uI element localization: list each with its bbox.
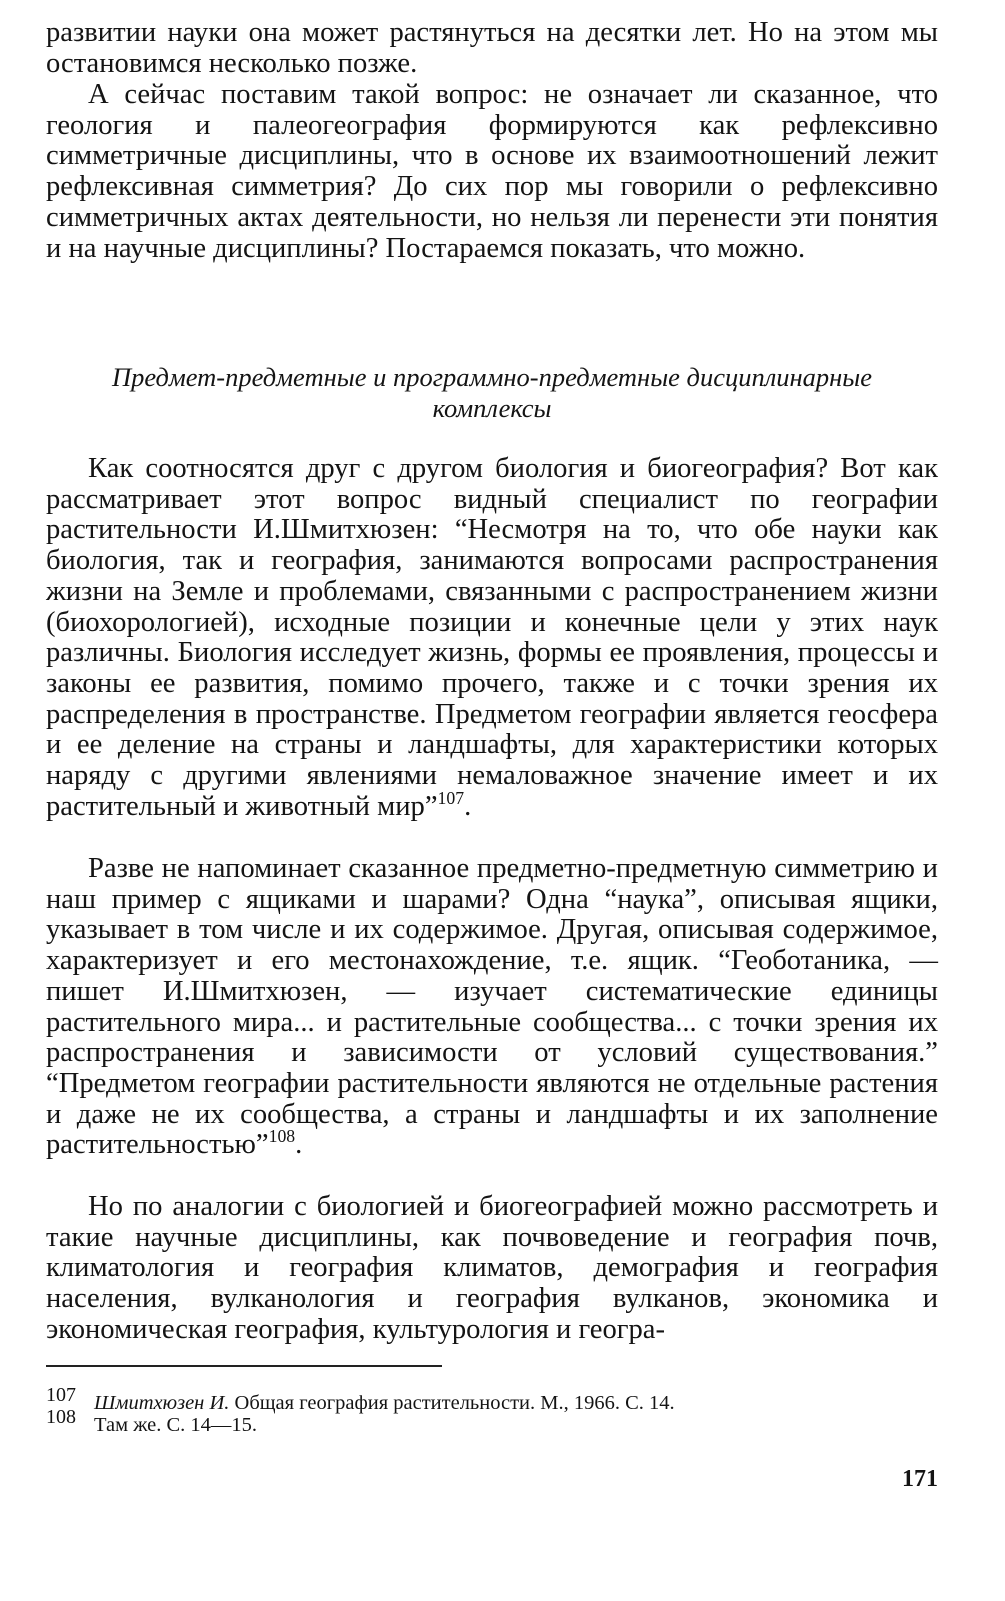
footnote-ref-108: 108 — [268, 1126, 296, 1147]
section-heading-line-1: Предмет-предметные и программно-предметные дисциплинарные — [111, 362, 873, 392]
footnote-107 — [46, 1384, 938, 1414]
footnote-number: 107 — [46, 1384, 76, 1406]
footnote-citation: Общая география растительности. М., 1966. С. 14. — [229, 1392, 675, 1414]
paragraph-biology-biogeography: Как соотносятся друг с другом биология и биогеография? Вот как рассматривает этот вопрос видный специалист по географии растительности И.Шмитхюзен: “Несмотря на то, что обе науки как биология, так и география, занимаются вопросами распространения жизни на Земле и проблемами, связанными с распространением жизни (биохорологией), исходные позиции и конечные цели у этих наук различны. Биология исследует жизнь, формы ее проявления, процессы и законы ее развития, помимо прочего, также и с точки зрения их распределения в пространстве. Предметом географии является геосфера и ее деление на страны и ландшафты, для характеристики которых наряду с другими явлениями немаловажное значение имеет и их растительный и животный мир”$^{107}$. — [46, 453, 938, 822]
footnote-108 — [46, 1406, 938, 1436]
section-heading — [46, 362, 938, 424]
section-heading-line-2: комплексы — [432, 393, 552, 423]
paragraph-question: А сейчас поставим такой вопрос: не означает ли сказанное, что геология и палеогеография формируются как рефлексивно симметричные дисциплины, что в основе их взаимоотношений лежит рефлексивная симметрия? До сих пор мы говорили о рефлексивно симметричных актах деятельности, но нельзя ли перенести эти понятия и на научные дисциплины? Постараемся показать, что можно. — [46, 79, 938, 264]
footnote-citation: Там же. С. 14—15. — [94, 1414, 257, 1436]
footnote-divider — [46, 1365, 442, 1367]
footnote-ref-107: 107 — [437, 787, 465, 808]
paragraph-continued: развитии науки она может растянуться на десятки лет. Но на этом мы остановимся несколько позже. — [46, 17, 938, 79]
footnote-number: 108 — [46, 1406, 76, 1428]
footnotes — [46, 1384, 938, 1436]
footnote-text — [94, 1392, 675, 1414]
paragraph-symmetry-text: Разве не напоминает сказанное предметно-предметную симметрию и наш пример с ящиками и шарами? Одна “наука”, описывая ящики, указывает в том числе и их содержимое. Другая, описывая содержимое, характеризует и его местонахождение, т.е. ящик. “Геоботаника, — пишет И.Шмитхюзен, — изучает систематические единицы растительного мира... и растительные сообщества... с точки зрения их распространения и зависимости от условий существования.” “Предметом географии растительности являются не отдельные растения и даже не их сообщества, а страны и ландшафты и их заполнение растительностью” — [46, 853, 938, 1161]
paragraph-analogy: Но по аналогии с биологией и биогеографией можно рассмотреть и такие научные дисциплины, как почвоведение и география почв, климатология и география климатов, демография и география населения, вулканология и география вулканов, экономика и экономическая география, культурология и геогра- — [46, 1191, 938, 1345]
paragraph-symmetry: Разве не напоминает сказанное предметно-предметную симметрию и наш пример с ящиками и шарами? Одна “наука”, описывая ящики, указывает в том числе и их содержимое. Другая, описывая содержимое, характеризует и его местонахождение, т.е. ящик. “Геоботаника, — пишет И.Шмитхюзен, — изучает систематические единицы растительного мира... и растительные сообщества... с точки зрения их распространения и зависимости от условий существования.” “Предметом географии растительности являются не отдельные растения и даже не их сообщества, а страны и ландшафты и их заполнение растительностью”$^{108}$. — [46, 853, 938, 1161]
footnote-author: Шмитхюзен И. — [94, 1392, 230, 1414]
footnote-text — [94, 1414, 257, 1436]
page-number: 171 — [902, 1466, 938, 1492]
paragraph-biology-biogeography-text: Как соотносятся друг с другом биология и биогеография? Вот как рассматривает этот вопрос видный специалист по географии растительности И.Шмитхюзен: “Несмотря на то, что обе науки как биология, так и география, занимаются вопросами распространения жизни на Земле и проблемами, связанными с распространением жизни (биохорологией), исходные позиции и конечные цели у этих наук различны. Биология исследует жизнь, формы ее проявления, процессы и законы ее развития, помимо прочего, также и с точки зрения их распределения в пространстве. Предметом географии является геосфера и ее деление на страны и ландшафты, для характеристики которых наряду с другими явлениями немаловажное значение имеет и их растительный и животный мир” — [46, 453, 938, 822]
